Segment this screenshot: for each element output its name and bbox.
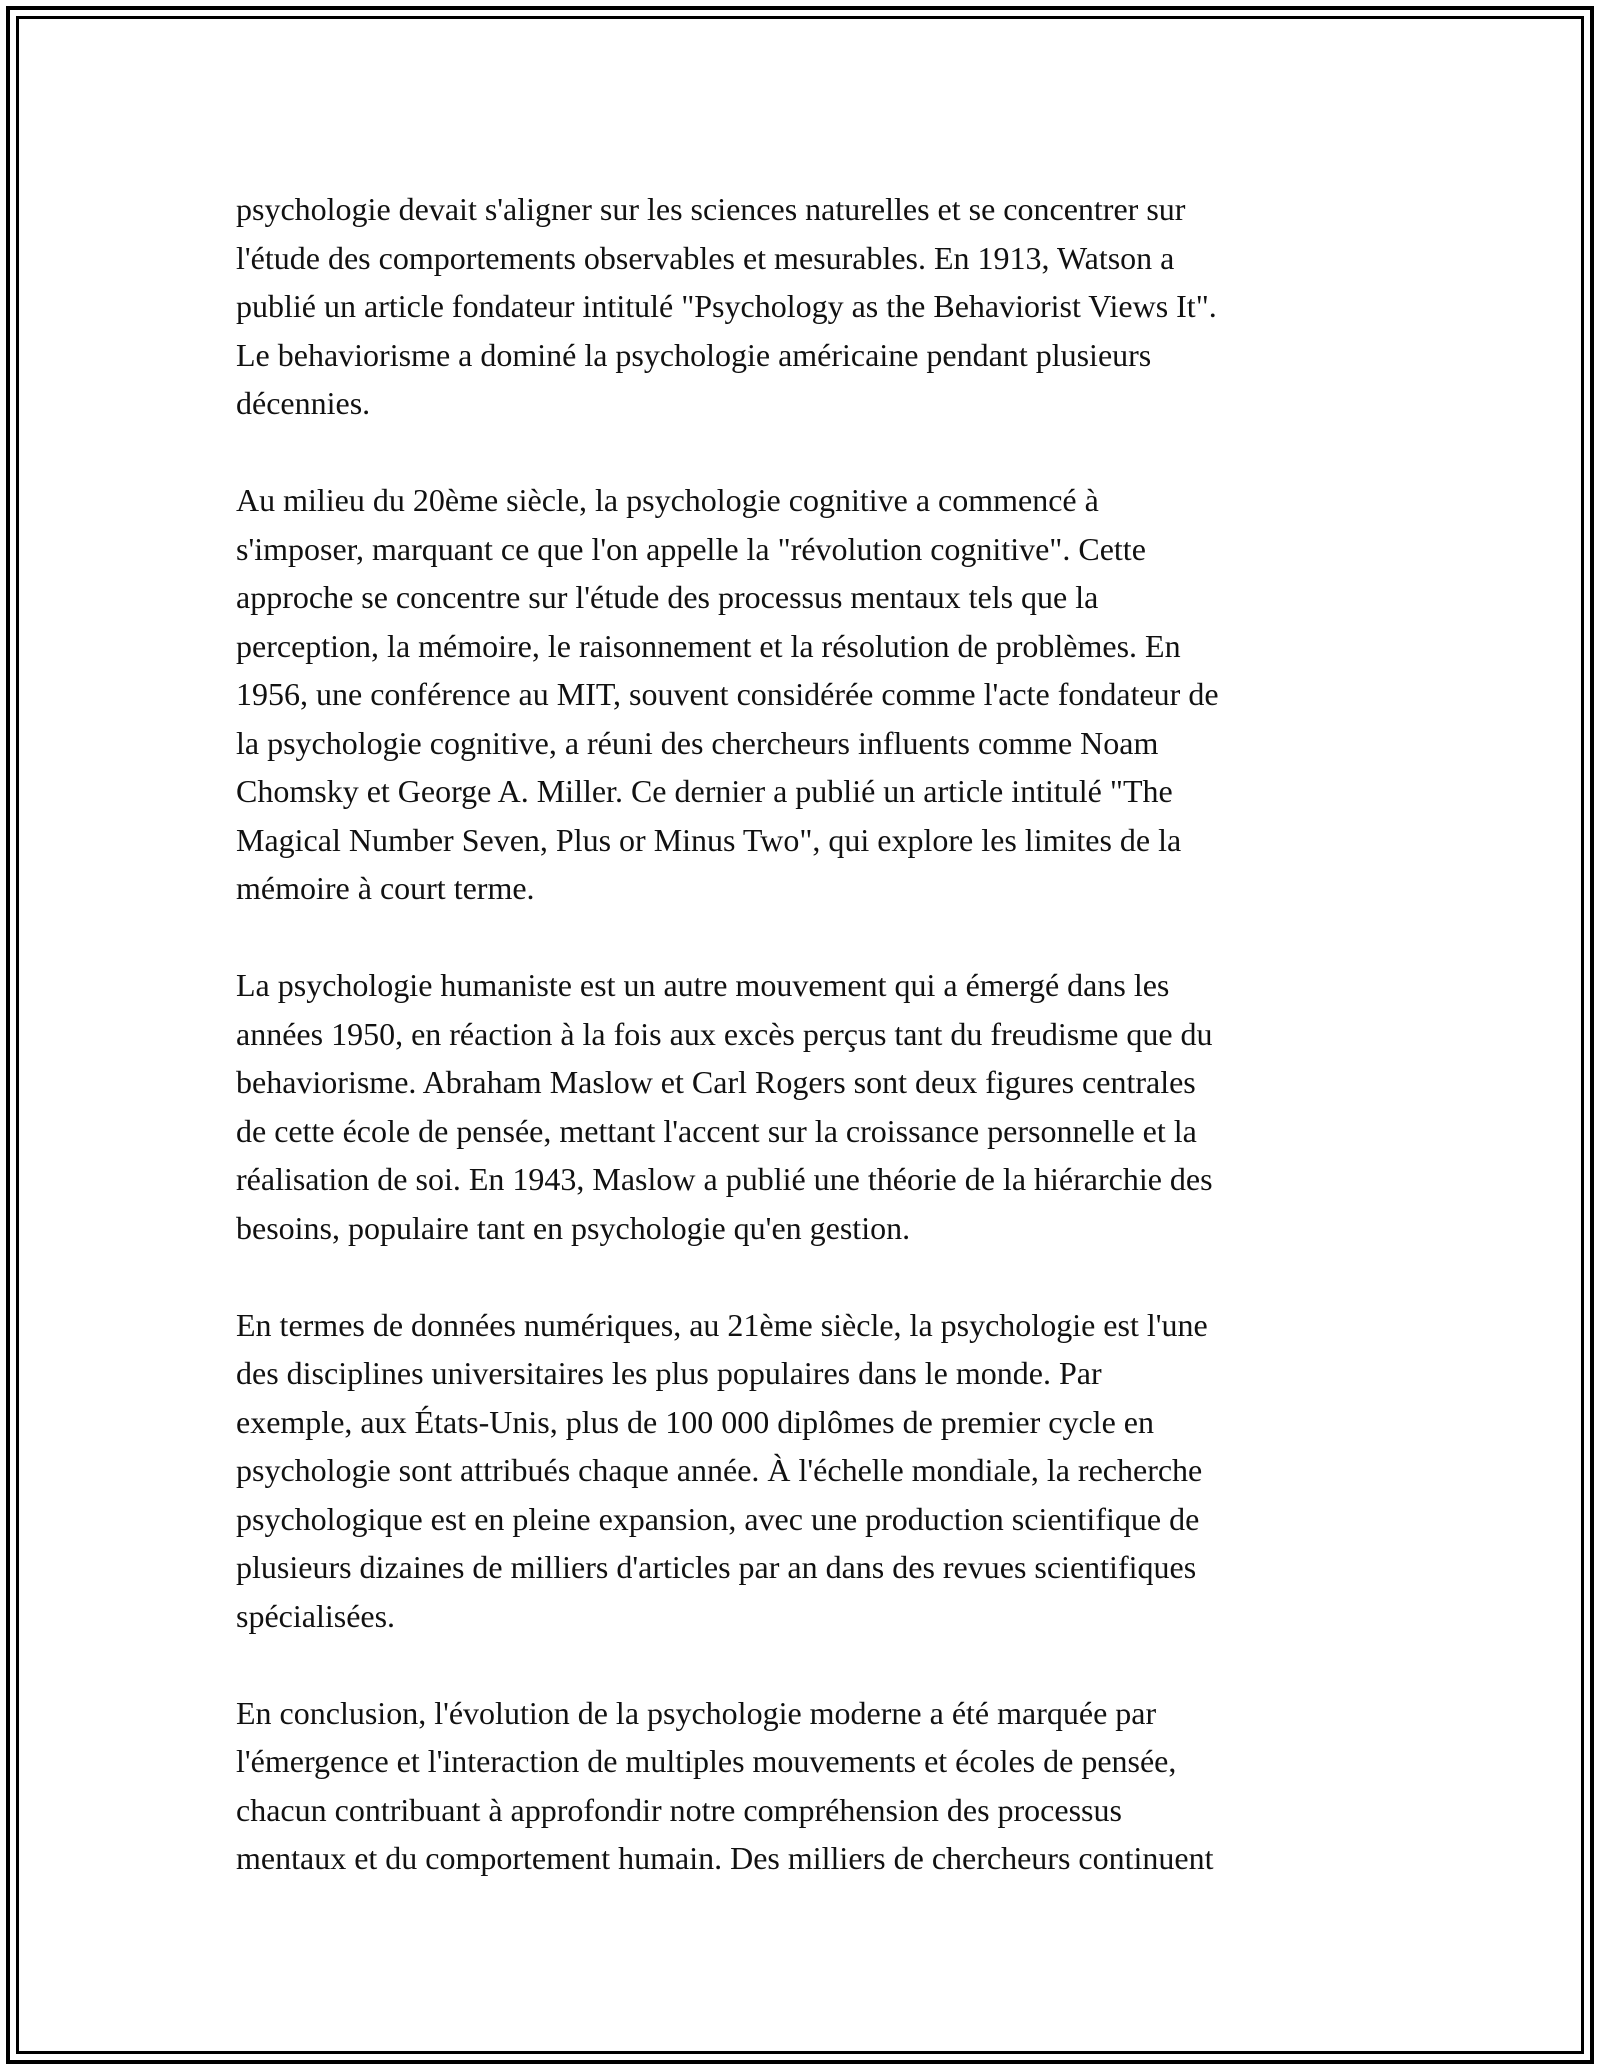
paragraph-behaviorism: psychologie devait s'aligner sur les sciences naturelles et se concentrer sur l'étude des comportements observables et mesurables. En 1913, Watson a publié un article fondateur intitulé "Psychology as the Behaviorist Views It". Le behaviorisme a dominé la psychologie américaine pendant plusieurs décennies. <box>236 191 1217 421</box>
paragraph-cognitive-psychology: Au milieu du 20ème siècle, la psychologie cognitive a commencé à s'imposer, marquant ce que l'on appelle la "révolution cognitive". Cette approche se concentre sur l'étude des processus mentaux tels que la perception, la mémoire, le raisonnement et la résolution de problèmes. En 1956, une conférence au MIT, souvent considérée comme l'acte fondateur de la psychologie cognitive, a réuni des chercheurs influents comme Noam Chomsky et George A. Miller. Ce dernier a publié un article intitulé "The Magical Number Seven, Plus or Minus Two", qui explore les limites de la mémoire à court terme. <box>236 482 1219 906</box>
paragraph-conclusion: En conclusion, l'évolution de la psychologie moderne a été marquée par l'émergence et l'interaction de multiples mouvements et écoles de pensée, chacun contribuant à approfondir notre compréhension des processus mentaux et du comportement humain. Des milliers de chercheurs continuent <box>236 1694 1214 1876</box>
page-body <box>236 185 1371 1931</box>
paragraph-numerical-data: En termes de données numériques, au 21ème siècle, la psychologie est l'une des disciplines universitaires les plus populaires dans le monde. Par exemple, aux États-Unis, plus de 100 000 diplômes de premier cycle en psychologie sont attribués chaque année. À l'échelle mondiale, la recherche psychologique est en pleine expansion, avec une production scientifique de plusieurs dizaines de milliers d'articles par an dans des revues scientifiques spécialisées. <box>236 1306 1208 1634</box>
paragraph-humanistic-psychology: La psychologie humaniste est un autre mouvement qui a émergé dans les années 1950, en réaction à la fois aux excès perçus tant du freudisme que du behaviorisme. Abraham Maslow et Carl Rogers sont deux figures centrales de cette école de pensée, mettant l'accent sur la croissance personnelle et la réalisation de soi. En 1943, Maslow a publié une théorie de la hiérarchie des besoins, populaire tant en psychologie qu'en gestion. <box>236 967 1213 1246</box>
